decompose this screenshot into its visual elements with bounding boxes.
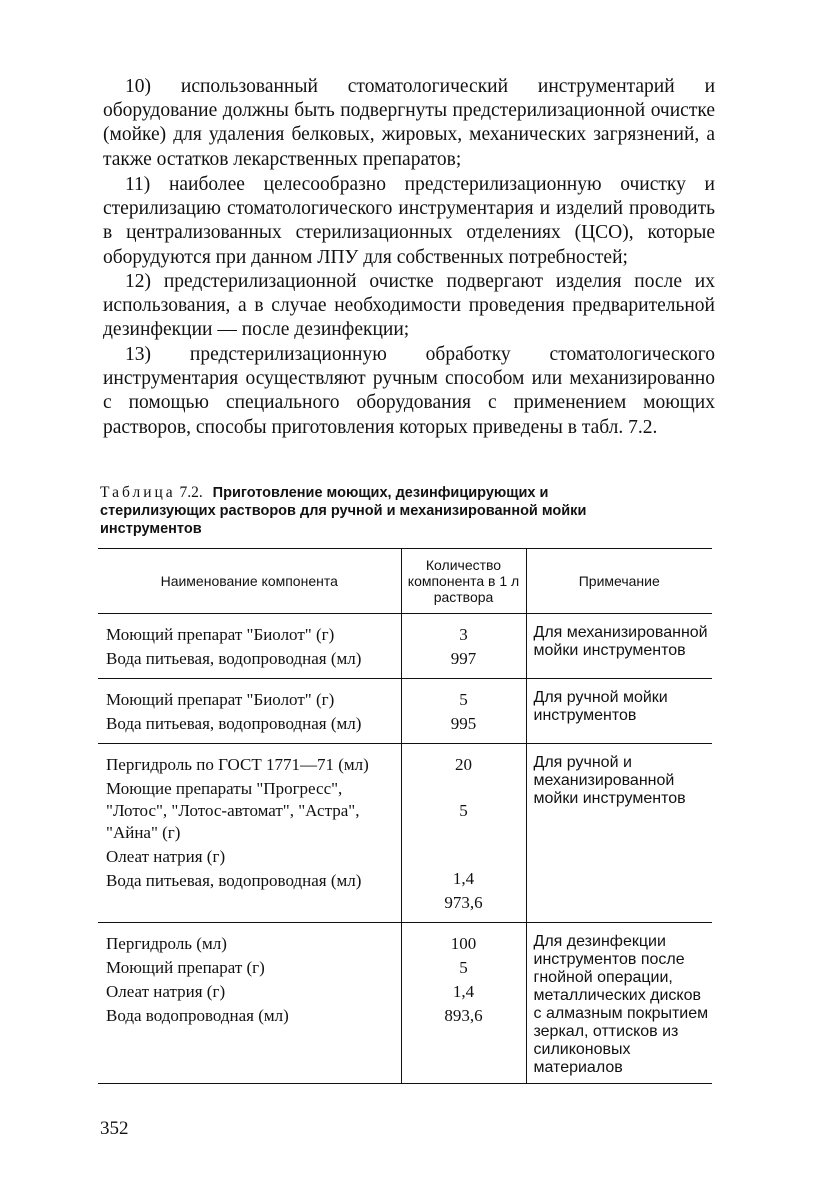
quantity-cell — [401, 744, 526, 923]
note-cell: Для ручной и механизированной мойки инструментов — [526, 744, 712, 923]
paragraph-12: 12) предстерилизационной очистке подвергают изделия после их использования, а в случае необходимости проведения предварительной дезинфекции — после дезинфекции; — [103, 271, 715, 341]
quantity-cell — [401, 923, 526, 1084]
component-name: Вода питьевая, водопроводная (мл) — [106, 649, 362, 668]
quantity-value: 5 — [459, 690, 468, 709]
table-caption-number: 7.2. — [179, 484, 203, 501]
table-caption — [100, 484, 660, 538]
header-component: Наименование компонента — [98, 549, 401, 614]
component-name: Олеат натрия (г) — [106, 847, 226, 866]
quantity-value: 995 — [450, 714, 477, 733]
component-name: Пергидроль по ГОСТ 1771—71 (мл) — [106, 755, 369, 774]
header-note: Примечание — [526, 549, 712, 614]
component-name: Моющий препарат "Биолот" (г) — [106, 690, 335, 709]
quantity-value: 1,4 — [452, 982, 475, 1001]
note-cell: Для дезинфекции инструментов после гнойной операции, металлических дисков с алмазным покрытием зеркал, оттисков из силиконовых материалов — [526, 923, 712, 1084]
component-name: Вода водопроводная (мл) — [106, 1006, 289, 1025]
table-row — [98, 923, 712, 1084]
table-header-row — [98, 549, 712, 614]
quantity-value: 5 — [459, 958, 468, 977]
component-name: Моющий препарат (г) — [106, 958, 265, 977]
component-name: Олеат натрия (г) — [106, 982, 226, 1001]
table-row — [98, 744, 712, 923]
paragraph-10: 10) использованный стоматологический инструментарий и оборудование должны быть подвергнуты предстерилизационной очистке (мойке) для удаления белковых, жировых, механических загрязнений, а также остатков лекарственных препаратов; — [103, 76, 715, 170]
component-cell — [98, 744, 401, 923]
quantity-value: 20 — [455, 755, 472, 774]
quantity-value: 1,4 — [452, 869, 475, 888]
component-name: Моющие препараты "Прогресс", "Лотос", "Лотос-автомат", "Астра", "Айна" (г) — [106, 779, 360, 842]
component-name: Пергидроль (мл) — [106, 934, 227, 953]
quantity-value: 973,6 — [444, 893, 483, 912]
quantity-value: 3 — [459, 625, 468, 644]
table-row — [98, 679, 712, 744]
table-caption-title: Приготовление моющих, дезинфицирующих и стерилизующих растворов для ручной и механизированной мойки инструментов — [100, 485, 587, 537]
component-cell — [98, 614, 401, 679]
paragraph-13: 13) предстерилизационную обработку стоматологического инструментария осуществляют ручным способом или механизированно с помощью специального оборудования с применением моющих растворов, способы приготовления которых приведены в табл. 7.2. — [103, 344, 715, 438]
quantity-cell — [401, 679, 526, 744]
quantity-value: 893,6 — [444, 1006, 483, 1025]
note-cell: Для механизированной мойки инструментов — [526, 614, 712, 679]
component-cell — [98, 679, 401, 744]
quantity-value: 997 — [450, 649, 477, 668]
component-name: Вода питьевая, водопроводная (мл) — [106, 714, 362, 733]
quantity-cell — [401, 614, 526, 679]
component-name: Моющий препарат "Биолот" (г) — [106, 625, 335, 644]
paragraph-11: 11) наиболее целесообразно предстерилизационную очистку и стерилизацию стоматологического инструментария и изделий проводить в централизованных стерилизационных отделениях (ЦСО), которые оборудуются при данном ЛПУ для собственных потребностей; — [103, 174, 715, 268]
component-name: Вода питьевая, водопроводная (мл) — [106, 871, 362, 890]
quantity-value: 100 — [450, 934, 477, 953]
page-number: 352 — [100, 1118, 129, 1139]
quantity-value: 5 — [459, 801, 468, 820]
component-cell — [98, 923, 401, 1084]
header-quantity: Количество компонента в 1 л раствора — [401, 549, 526, 614]
note-cell: Для ручной мойки инструментов — [526, 679, 712, 744]
table-row — [98, 614, 712, 679]
table-caption-label: Таблица — [100, 484, 176, 501]
solutions-table — [98, 548, 712, 1084]
